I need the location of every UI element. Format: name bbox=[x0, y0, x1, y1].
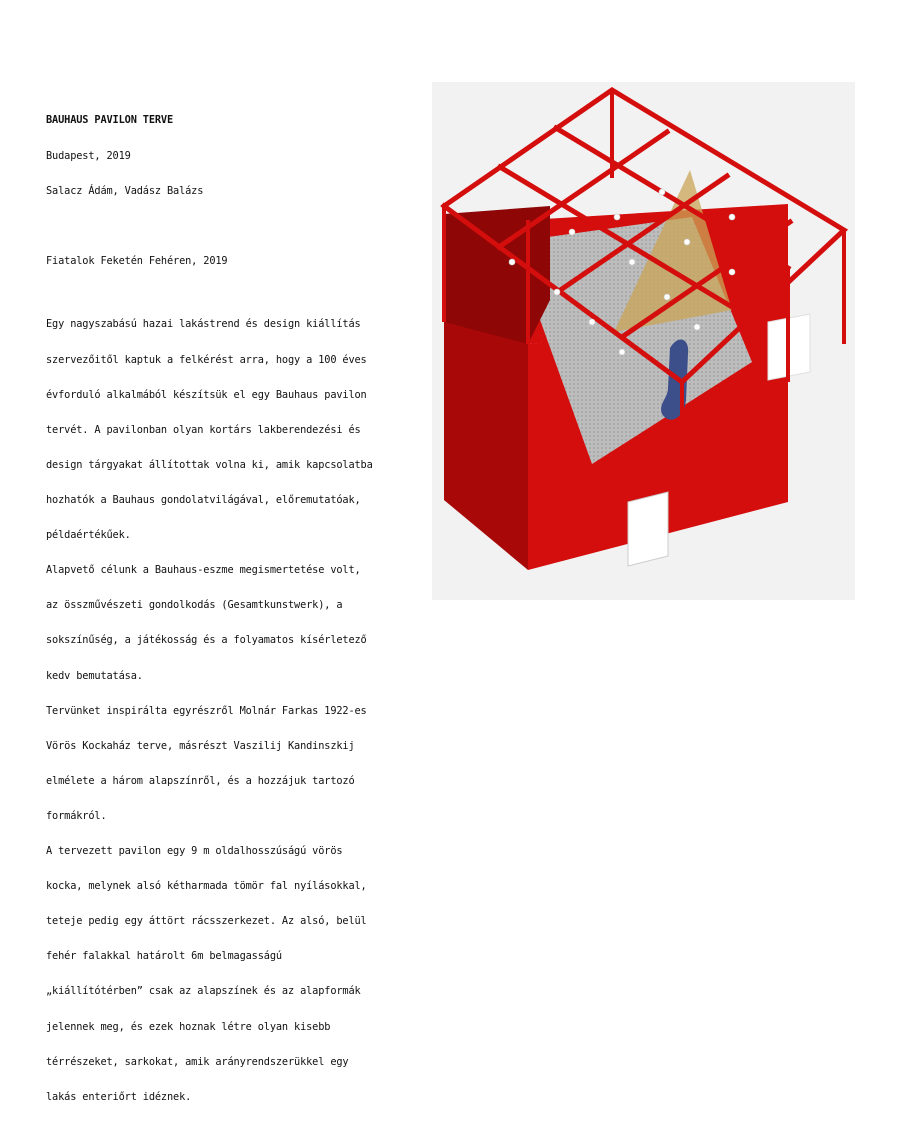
description-line: kedv bemutatása. bbox=[46, 669, 143, 682]
description-line: elmélete a három alapszínről, és a hozzájuk tartozó bbox=[46, 774, 355, 787]
description-line: szervezőitől kaptuk a felkérést arra, hogy a 100 éves bbox=[46, 353, 367, 366]
authors: Salacz Ádám, Vadász Balázs bbox=[46, 184, 204, 197]
description-line: Tervünket inspirálta egyrészről Molnár Farkas 1922-es bbox=[46, 704, 367, 717]
description-line: tervét. A pavilonban olyan kortárs lakberendezési és bbox=[46, 423, 361, 436]
location-year: Budapest, 2019 bbox=[46, 149, 131, 162]
pavilion-drawing bbox=[432, 82, 855, 600]
description-line: Egy nagyszabású hazai lakástrend és design kiállítás bbox=[46, 318, 361, 331]
pavilion-door bbox=[628, 492, 668, 566]
description-line: jelennek meg, és ezek hoznak létre olyan kisebb bbox=[46, 1020, 331, 1033]
description-line: lakás enteriőrt idéznek. bbox=[46, 1090, 192, 1103]
description-line: „kiállítótérben” csak az alapszínek és az alapformák bbox=[46, 985, 361, 998]
project-title: BAUHAUS PAVILON TERVE bbox=[46, 114, 174, 127]
description-line: Vörös Kockaház terve, másrészt Vaszilij Kandinszkij bbox=[46, 739, 355, 752]
pavilion-axonometric-figure bbox=[432, 82, 855, 600]
project-header bbox=[46, 92, 227, 291]
description-line: teteje pedig egy áttört rácsszerkezet. Az alsó, belül bbox=[46, 915, 367, 928]
description-line: fehér falakkal határolt 6m belmagasságú bbox=[46, 950, 282, 963]
description-line: térrészeket, sarkokat, amik arányrendszerükkel egy bbox=[46, 1055, 349, 1068]
description-line: évforduló alkalmából készítsük el egy Bauhaus pavilon bbox=[46, 388, 367, 401]
description-line: hozhatók a Bauhaus gondolatvilágával, előremutatóak, bbox=[46, 493, 361, 506]
description-line: Alapvető célunk a Bauhaus-eszme megismertetése volt, bbox=[46, 564, 361, 577]
description-line: sokszínűség, a játékosság és a folyamatos kísérletező bbox=[46, 634, 367, 647]
description-line: kocka, melynek alsó kétharmada tömör fal nyílásokkal, bbox=[46, 880, 367, 893]
competition-name: Fiatalok Feketén Fehéren, 2019 bbox=[46, 254, 228, 267]
description-line: formákról. bbox=[46, 809, 107, 822]
description-line: A tervezett pavilon egy 9 m oldalhosszúságú vörös bbox=[46, 845, 343, 858]
description-line: példaértékűek. bbox=[46, 529, 131, 542]
description-line: az összművészeti gondolkodás (Gesamtkunstwerk), a bbox=[46, 599, 343, 612]
description-line: design tárgyakat állítottak volna ki, amik kapcsolatba bbox=[46, 458, 373, 471]
spacer bbox=[46, 221, 227, 233]
project-description bbox=[46, 296, 373, 1127]
